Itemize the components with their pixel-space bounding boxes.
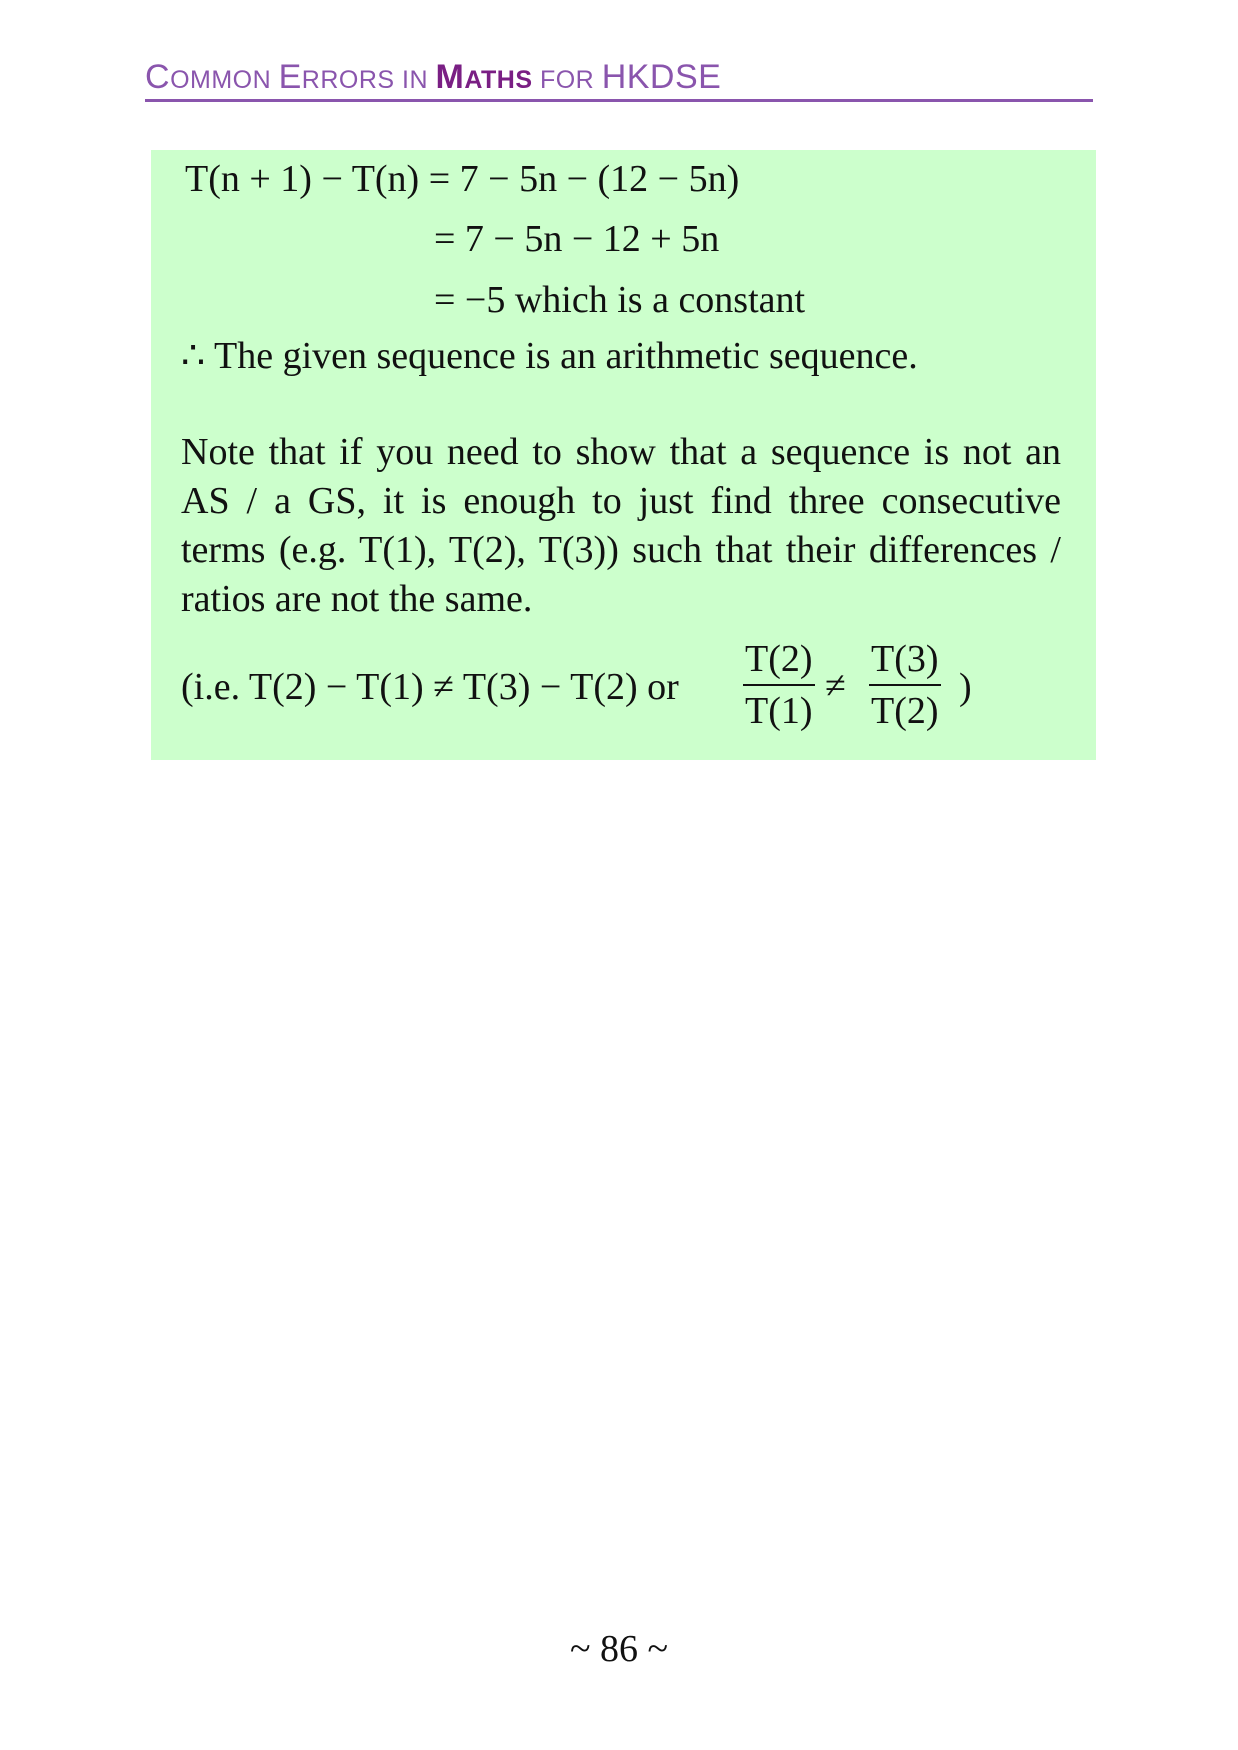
fraction-denominator: T(1) [745, 690, 813, 732]
header-letter-accent: M [435, 58, 465, 96]
fraction-numerator: T(2) [743, 640, 815, 686]
header-text: OMMON [170, 66, 279, 94]
ie-prefix: (i.e. T(2) − T(1) ≠ T(3) − T(2) or [181, 666, 679, 708]
conclusion-line: ∴ The given sequence is an arithmetic sequence. [181, 335, 918, 377]
running-header [145, 58, 1093, 102]
header-letter: E [278, 58, 302, 96]
close-paren: ) [959, 666, 972, 708]
page-number: ~ 86 ~ [569, 1628, 669, 1670]
header-text: RRORS IN [301, 66, 436, 94]
fraction-numerator: T(3) [869, 640, 941, 686]
header-letter: C [145, 58, 171, 96]
header-text: FOR [532, 66, 602, 94]
equation-line-2: = 7 − 5n − 12 + 5n [434, 218, 720, 260]
header-text-accent: ATHS [464, 66, 533, 94]
equation-line-3: = −5 which is a constant [434, 279, 806, 321]
equation-line-1: T(n + 1) − T(n) = 7 − 5n − (12 − 5n) [185, 158, 740, 200]
fraction-t3-over-t2 [869, 640, 941, 730]
not-equal-sign: ≠ [825, 665, 846, 707]
fraction-t2-over-t1 [743, 640, 815, 730]
header-text: HKDSE [601, 58, 722, 96]
note-paragraph: Note that if you need to show that a sequence is not an AS / a GS, it is enough to just find three consecutive terms (e.g. T(1), T(2), T(3)) such that their differences / ratios are not the same. [181, 431, 1061, 620]
fraction-denominator: T(2) [871, 690, 939, 732]
highlight-box [151, 150, 1096, 760]
